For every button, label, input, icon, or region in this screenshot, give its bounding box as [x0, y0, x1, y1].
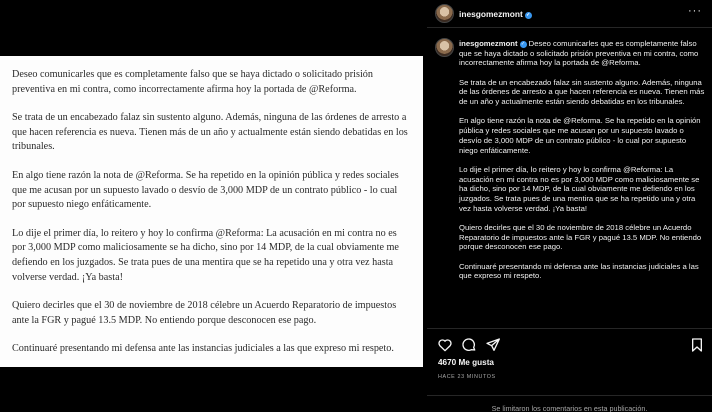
header-username-link[interactable] [459, 9, 532, 19]
bookmark-icon[interactable] [689, 337, 705, 353]
image-paragraph-5: Quiero decirles que el 30 de noviembre de 2018 célebre un Acuerdo Reparatorio de impuestos ante la FGR y pagué 13.5 MDP. No entiendo porque desconocen ese pago. [12, 300, 397, 326]
image-paragraph-2: Se trata de un encabezado falaz sin sustento alguno. Además, ninguna de las órdenes de arresto a que hacen referencia es nueva. Tienen más de un año y actualmente están siendo debatidas en los tribunales. [12, 112, 408, 153]
caption-avatar[interactable] [435, 38, 454, 57]
likes-count[interactable]: 4670 Me gusta [438, 358, 494, 367]
caption-text [459, 39, 705, 291]
caption-paragraph-2: Se trata de un encabezado falaz sin sustento alguno. Además, ninguna de las órdenes de arresto a que hacen referencia es nueva. Tienen más de un año y actualmente están siendo debatidas en los tribunales. [459, 77, 705, 107]
caption-paragraph-6: Continuaré presentando mi defensa ante las instancias judiciales a las que expreso mi respeto. [459, 261, 699, 281]
post-timestamp[interactable]: HACE 23 MINUTOS [438, 374, 496, 380]
more-options-icon[interactable]: ··· [688, 5, 702, 17]
post-side-panel [427, 0, 712, 412]
action-bar [427, 328, 712, 412]
image-paragraph-1: Deseo comunicarles que es completamente falso que se haya dictado o solicitado prisión preventiva en mi contra, como incorrectamente afirma hoy la portada de @Reforma. [12, 69, 373, 95]
header-username[interactable]: inesgomezmont [459, 9, 523, 19]
avatar[interactable] [435, 4, 454, 23]
caption [427, 28, 712, 328]
image-paragraph-6: Continuaré presentando mi defensa ante las instancias judiciales a las que expreso mi respeto. [12, 343, 394, 355]
heart-icon[interactable] [437, 337, 453, 353]
verified-icon: ✓ [526, 12, 531, 18]
caption-paragraph-4: Lo dije el primer día, lo reitero y hoy lo confirma @Reforma: La acusación en mi contra no es por 3,000 MDP como maliciosamente se ha dicho, sino por 14 MDP, de la cual obviamente me defiendo en los juzgados. Se trata pues de una mentira que se ha repetido una y otra vez hasta volverse verdad. ¡Ya basta! [459, 164, 700, 213]
caption-verified-icon: ✓ [520, 41, 526, 47]
caption-paragraph-5: Quiero decirles que el 30 de noviembre de 2018 célebre un Acuerdo Reparatorio de impuestos ante la FGR y pagué 13.5 MDP. No entiendo porque desconocen ese pago. [459, 222, 702, 252]
caption-paragraph-3: En algo tiene razón la nota de @Reforma. Se ha repetido en la opinión pública y redes sociales que me acusan por un supuesto lavado o desvío de 3,000 MDP de un contrato público - lo cual por supuesto niego enfáticamente. [459, 116, 701, 155]
comments-disabled-notice: Se limitaron los comentarios en esta publicación. [427, 395, 712, 412]
image-paragraph-4: Lo dije el primer día, lo reitero y hoy lo confirma @Reforma: La acusación en mi contra no es por 3,000 MDP como maliciosamente se ha dicho, sino por 14 MDP, de la cual obviamente me defiendo en los juzgados. Se trata pues de una mentira que se ha repetido una y otra vez hasta volverse verdad. ¡Ya basta! [12, 227, 399, 283]
caption-paragraph-1 [459, 39, 705, 68]
caption-paragraph-1-text: Deseo comunicarles que es completamente falso que se haya dictado o solicitado prisión preventiva en mi contra, como incorrectamente afirma hoy la portada de @Reforma. [459, 39, 699, 68]
post-image [0, 56, 423, 367]
share-icon[interactable] [485, 337, 501, 353]
caption-username[interactable]: inesgomezmont [459, 39, 518, 48]
image-paragraph-3: En algo tiene razón la nota de @Reforma. Se ha repetido en la opinión pública y redes sociales que me acusan por un supuesto lavado o desvío de 3,000 MDP de un contrato público - lo cual por supuesto niego enfáticamente. [12, 169, 399, 211]
comment-icon[interactable] [461, 337, 477, 353]
post-header [427, 0, 712, 28]
